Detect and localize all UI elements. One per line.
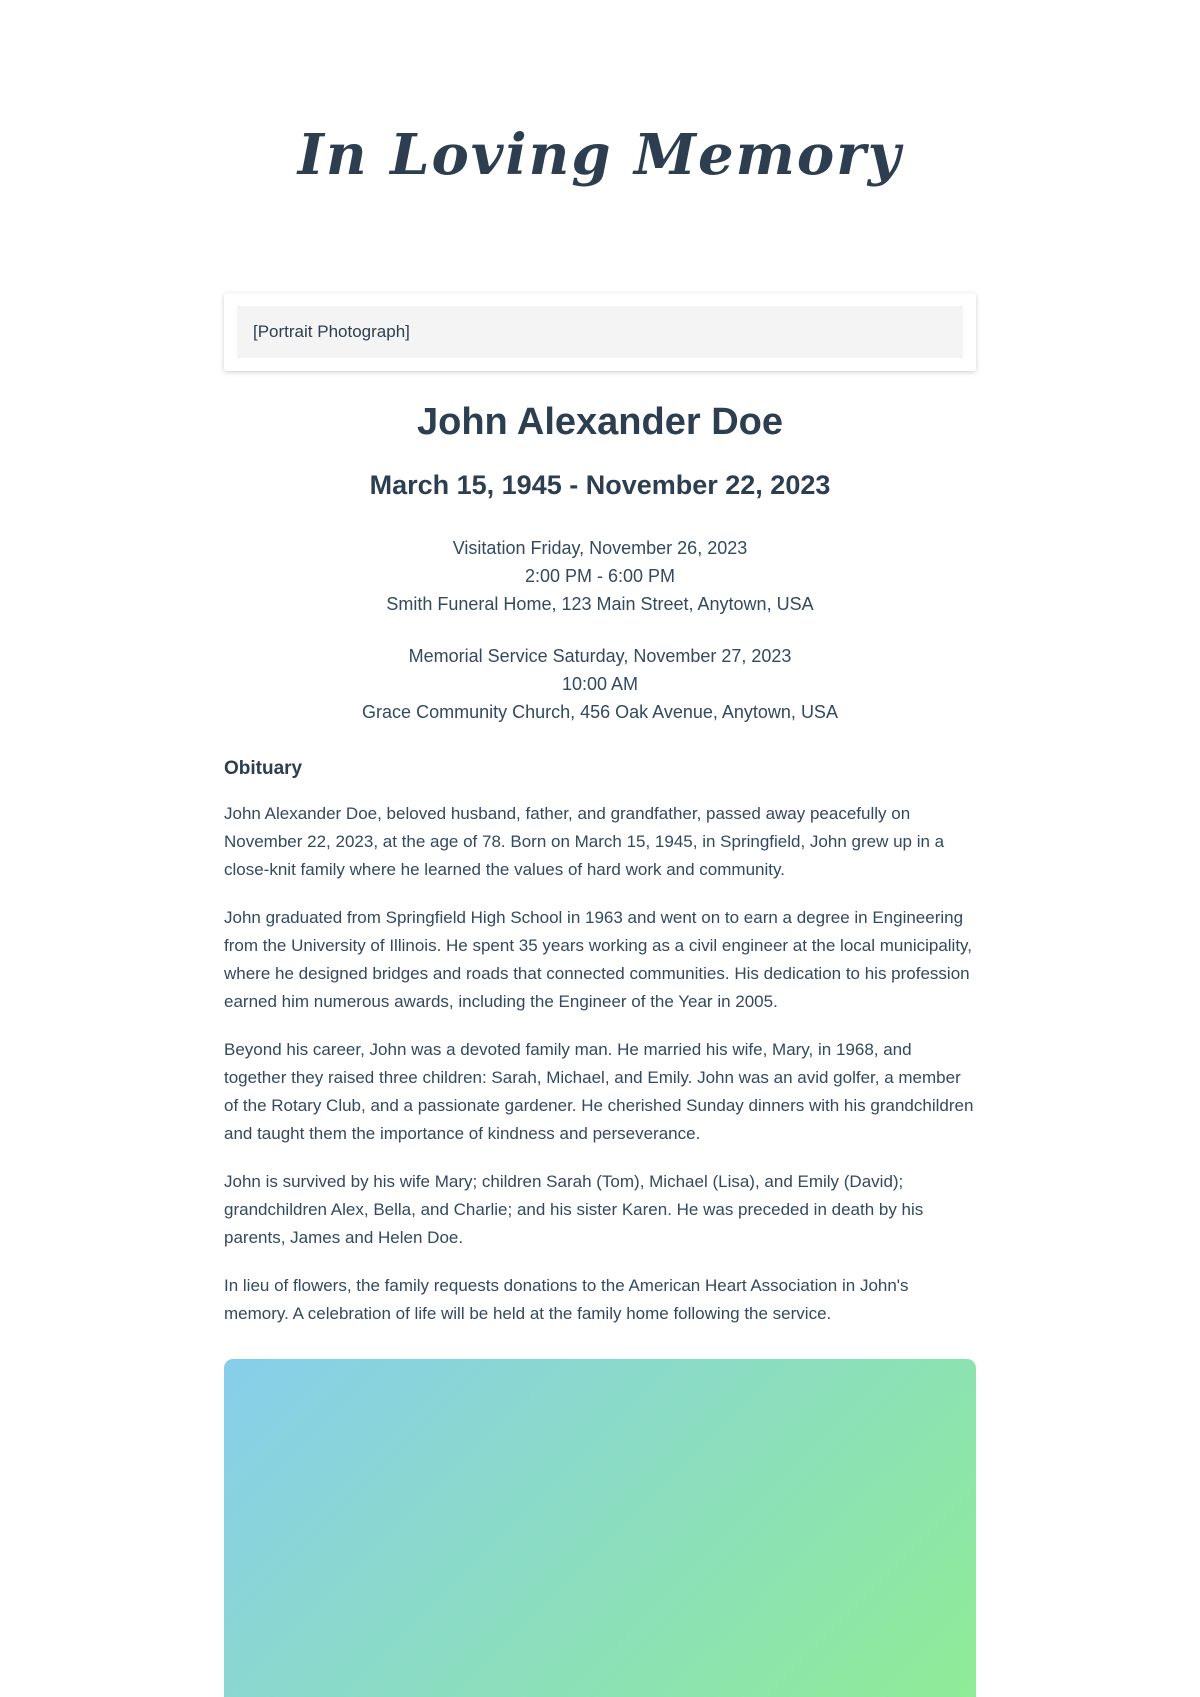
portrait-photo-placeholder: [Portrait Photograph]	[237, 306, 963, 358]
visitation-time-line: 2:00 PM - 6:00 PM	[524, 566, 676, 587]
obituary-paragraph-3: Beyond his career, John was a devoted family man. He married his wife, Mary, in 1968, and together they raised three children: Sarah, Michael, and Emily. John was an avid golfer, a member of the Rotary Club, and a passionate gardener. He cherished Sunday dinners with his grandchildren and taught them the importance of kindness and perseverance.	[224, 1040, 974, 1144]
visitation-location-line: Smith Funeral Home, 123 Main Street, Anytown, USA	[386, 594, 814, 615]
obituary-section	[224, 758, 976, 1328]
memorial-service-details	[224, 642, 976, 726]
deceased-name: John Alexander Doe	[416, 401, 783, 444]
obituary-paragraph-5: In lieu of flowers, the family requests donations to the American Heart Association in John's memory. A celebration of life will be held at the family home following the service.	[224, 1276, 909, 1324]
decorative-gradient-panel	[224, 1359, 976, 1697]
page-title: In Loving Memory	[297, 122, 903, 188]
memorial-location-line: Grace Community Church, 456 Oak Avenue, Anytown, USA	[362, 702, 838, 723]
obituary-paragraph-1: John Alexander Doe, beloved husband, father, and grandfather, passed away peacefully on November 22, 2023, at the age of 78. Born on March 15, 1945, in Springfield, John grew up in a close-knit family where he learned the values of hard work and community.	[224, 804, 945, 880]
memorial-date-line: Memorial Service Saturday, November 27, 2023	[408, 646, 792, 667]
obituary-paragraph-2: John graduated from Springfield High School in 1963 and went on to earn a degree in Engineering from the University of Illinois. He spent 35 years working as a civil engineer at the local municipality, where he designed bridges and roads that connected communities. His dedication to his profession earned him numerous awards, including the Engineer of the Year in 2005.	[224, 908, 973, 1012]
portrait-card	[224, 293, 976, 371]
visitation-date-line: Visitation Friday, November 26, 2023	[452, 538, 748, 559]
memorial-time-line: 10:00 AM	[561, 674, 639, 695]
life-dates: March 15, 1945 - November 22, 2023	[369, 470, 831, 501]
memorial-content	[224, 293, 976, 1697]
obituary-paragraph-4: John is survived by his wife Mary; children Sarah (Tom), Michael (Lisa), and Emily (David); grandchildren Alex, Bella, and Charlie; and his sister Karen. He was preceded in death by his parents, James and Helen Doe.	[224, 1172, 924, 1248]
obituary-heading: Obituary	[224, 758, 303, 780]
visitation-details	[224, 534, 976, 618]
